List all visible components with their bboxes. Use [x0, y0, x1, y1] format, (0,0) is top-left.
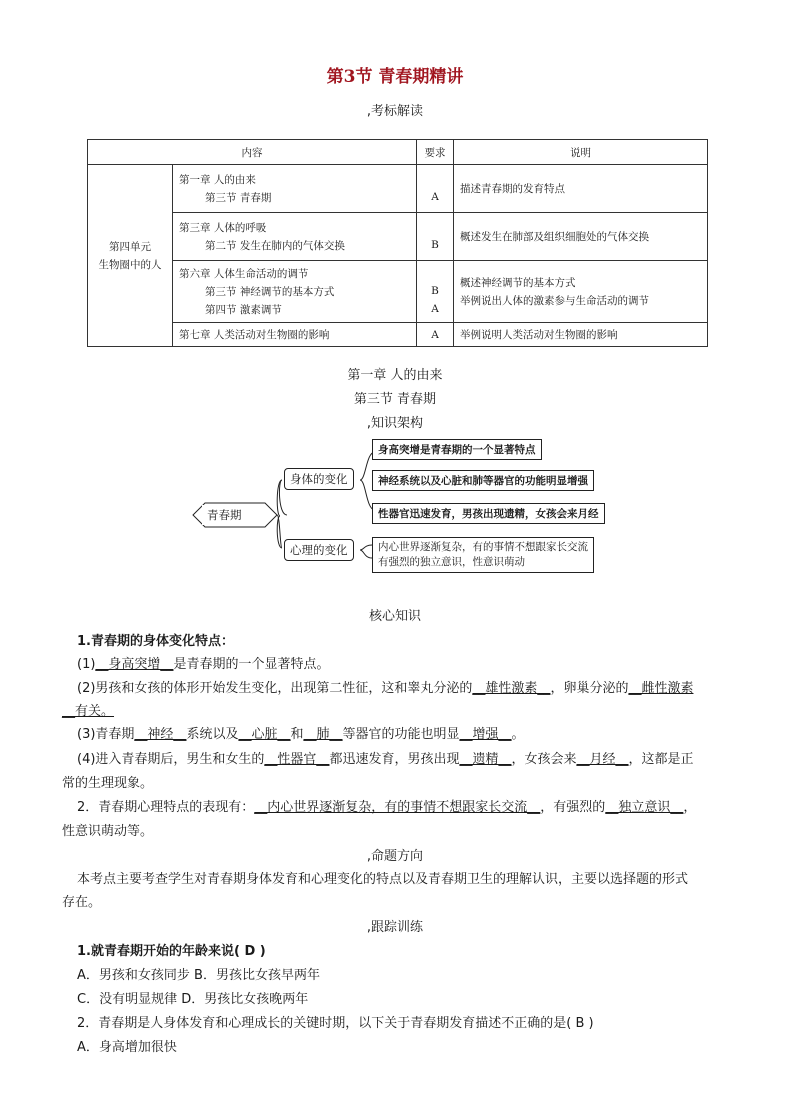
core-p4-cont: 常的生理现象。 [62, 776, 154, 791]
branch-body: 身体的变化 [284, 468, 354, 490]
row4-content [173, 323, 417, 347]
unit-line2: 生物圈中的人 [98, 258, 162, 271]
p3-e: 和 [290, 727, 304, 742]
p3-blank1: __神经__ [134, 727, 187, 742]
leaf-height: 身高突增是青春期的一个显著特点 [372, 439, 542, 460]
core-p2-cont [62, 700, 114, 719]
p1-a: (1) [77, 657, 96, 672]
training-q2: 2．青春期是人身体发育和心理成长的关键时期，以下关于青春期发育描述不正确的是( B ) [77, 1016, 594, 1031]
training-q2-a: A．身高增加很快 [77, 1040, 177, 1055]
row2-sub1: 第二节 发生在肺内的气体交换 [205, 239, 345, 252]
training-q1-cd: C．没有明显规律 D．男孩比女孩晚两年 [77, 992, 309, 1007]
standards-table [87, 139, 708, 347]
q2-blank1: __内心世界逐渐复杂，有的事情不想跟家长交流__ [254, 800, 541, 815]
q2-e: ， [683, 800, 697, 815]
row1-content [173, 165, 417, 213]
p1-blank: __身高突增__ [95, 657, 174, 672]
p2-blank1: __雄性激素__ [472, 681, 551, 696]
row2-req1: B [431, 238, 439, 251]
header-description: 说明 [454, 140, 708, 165]
header-requirement: 要求 [417, 140, 454, 165]
p4-g: ，这都是正 [628, 752, 694, 767]
p3-g: 等器官的功能也明显 [342, 727, 460, 742]
row3-req1: B [431, 284, 439, 297]
leaf-mind-line1: 内心世界逐渐复杂，有的事情不想跟家长交流 [378, 541, 588, 553]
direction-heading: ,命题方向 [366, 849, 424, 864]
core-p1 [77, 653, 329, 672]
row3-desc1: 概述神经调节的基本方式 [460, 276, 576, 289]
p3-blank3: __肺__ [303, 727, 343, 742]
chapter-heading: 第一章 人的由来 [347, 368, 443, 383]
q2-c: ，有强烈的 [540, 800, 606, 815]
branch-mind: 心理的变化 [284, 539, 354, 561]
p2-c: ，卵巢分泌的 [550, 681, 629, 696]
p2-e: __有关。 [62, 704, 115, 719]
p4-blank3: __月经__ [576, 752, 629, 767]
section-heading: 第三节 青春期 [353, 392, 437, 407]
row2-desc [454, 213, 708, 261]
core-p3 [77, 723, 525, 742]
p2-a: (2)男孩和女孩的体形开始发生变化，出现第二性征，这和睾丸分泌的 [77, 681, 473, 696]
row4-desc [454, 323, 708, 347]
p4-e: ，女孩会来 [511, 752, 577, 767]
p3-c: 系统以及 [186, 727, 239, 742]
header-content: 内容 [88, 140, 417, 165]
p4-blank1: __性器官__ [264, 752, 330, 767]
p4-c: 都迅速发育，男孩出现 [329, 752, 460, 767]
p4-blank2: __遗精__ [459, 752, 512, 767]
row3-req [417, 261, 454, 323]
row4-req [417, 323, 454, 347]
p3-blank4: __增强__ [459, 727, 512, 742]
q2-blank2: __独立意识__ [605, 800, 684, 815]
row3-desc2: 举例说出人体的激素参与生命活动的调节 [460, 294, 649, 307]
row1-chapter: 第一章 人的由来 [179, 173, 256, 186]
row3-sub1: 第三节 神经调节的基本方式 [205, 285, 335, 298]
p2-blank2: __雌性激素 [628, 681, 694, 696]
direction-text2: 存在。 [62, 895, 102, 910]
p3-blank2: __心脏__ [238, 727, 291, 742]
p1-c: 是青春期的一个显著特点。 [173, 657, 330, 672]
p4-a: (4)进入青春期后，男生和女生的 [77, 752, 265, 767]
row2-content [173, 213, 417, 261]
training-heading: ,跟踪训练 [366, 920, 424, 935]
row4-desc1: 举例说明人类活动对生物圈的影响 [460, 328, 618, 341]
row3-content [173, 261, 417, 323]
row1-sub1: 第三节 青春期 [205, 191, 272, 204]
row3-sub2: 第四节 激素调节 [205, 303, 282, 316]
core-heading: 核心知识 [368, 609, 421, 624]
row3-chapter: 第六章 人体生命活动的调节 [179, 267, 309, 280]
row1-desc [454, 165, 708, 213]
knowledge-heading: ,知识架构 [366, 416, 424, 431]
p3-i: 。 [511, 727, 525, 742]
row3-desc [454, 261, 708, 323]
core-p4 [77, 748, 694, 767]
training-q1-ab: A．男孩和女孩同步 B．男孩比女孩早两年 [77, 968, 320, 983]
core-q1-title: 1.青春期的身体变化特点： [77, 634, 234, 649]
row2-desc1: 概述发生在肺部及组织细胞处的气体交换 [460, 230, 649, 243]
leaf-mind-line2: 有强烈的独立意识，性意识萌动 [378, 556, 525, 568]
core-q2 [77, 796, 696, 815]
mind-brace [360, 545, 372, 558]
row4-req1: A [431, 328, 439, 341]
unit-line1: 第四单元 [109, 240, 151, 253]
row2-chapter: 第三章 人体的呼吸 [179, 221, 267, 234]
row1-req [417, 165, 454, 213]
q2-a: 2．青春期心理特点的表现有： [77, 800, 255, 815]
leaf-mind [372, 537, 594, 573]
section-exam: ,考标解读 [366, 104, 424, 119]
leaf-sex-organs: 性器官迅速发育，男孩出现遗精，女孩会来月经 [372, 503, 605, 524]
row1-req1: A [431, 190, 439, 203]
training-q1: 1.就青春期开始的年龄来说( D ) [77, 944, 266, 959]
row2-req [417, 213, 454, 261]
p3-a: (3)青春期 [77, 727, 135, 742]
row1-desc1: 描述青春期的发育特点 [460, 182, 565, 195]
leaf-organs: 神经系统以及心脏和肺等器官的功能明显增强 [372, 470, 594, 491]
direction-text1: 本考点主要考查学生对青春期身体发育和心理变化的特点以及青春期卫生的理解认识，主要以选择题的形式 [77, 872, 689, 887]
root-node: 青春期 [202, 505, 247, 525]
row4-chapter: 第七章 人类活动对生物圈的影响 [179, 328, 330, 341]
core-q2-cont: 性意识萌动等。 [62, 824, 154, 839]
core-p2 [77, 677, 693, 696]
unit-cell [88, 165, 173, 347]
row3-req2: A [431, 302, 439, 315]
page-title: 第3节 青春期精讲 [326, 67, 464, 87]
